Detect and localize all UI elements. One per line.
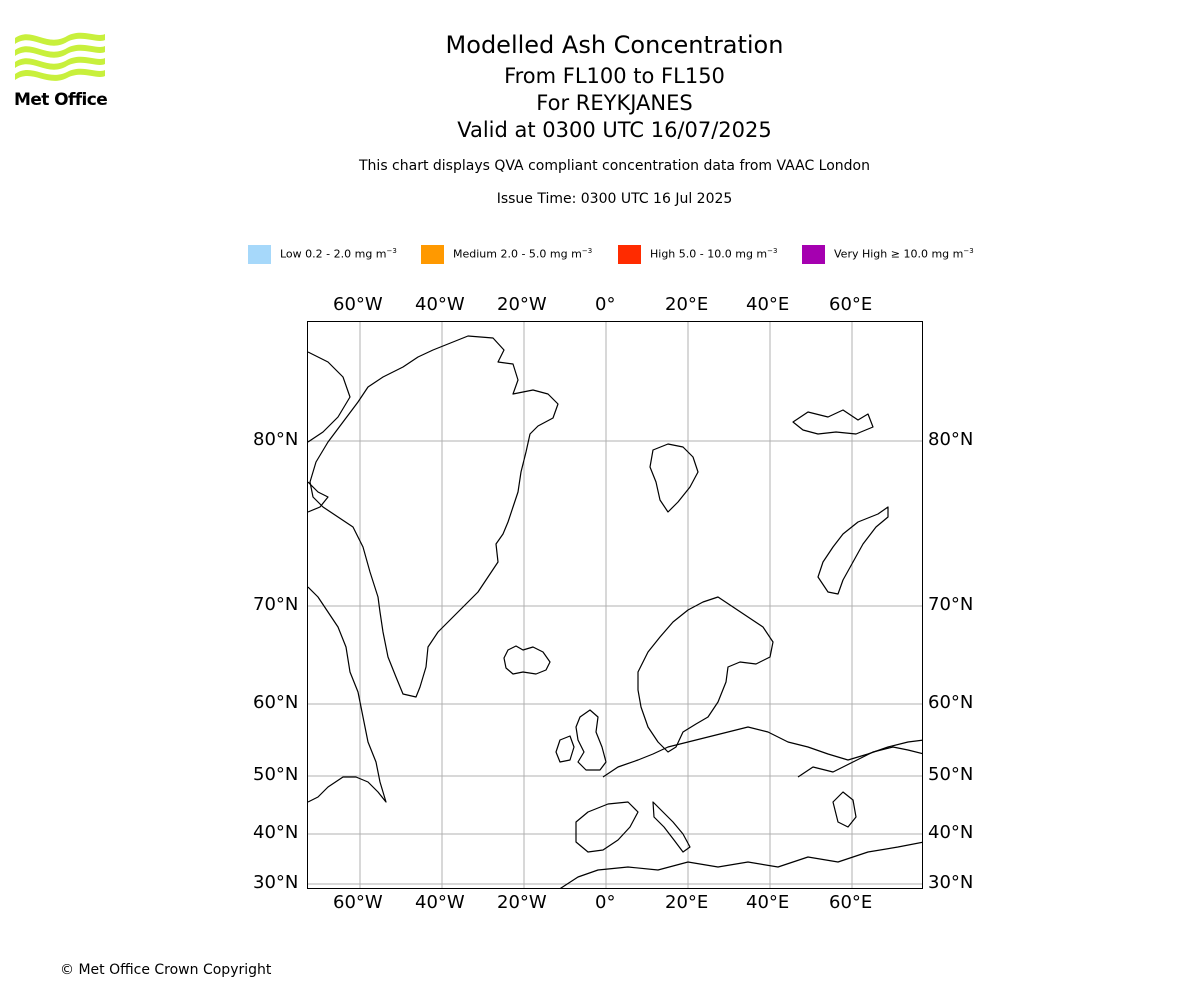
chart-description: This chart displays QVA compliant concentration data from VAAC London bbox=[359, 158, 870, 174]
volcano-subtitle: For REYKJANES bbox=[536, 91, 693, 115]
legend-swatch-low bbox=[248, 245, 271, 264]
italy-coast bbox=[653, 802, 690, 852]
lat-label-right-80n: 80°N bbox=[928, 429, 974, 450]
lon-label-top-0: 0° bbox=[595, 294, 616, 315]
lon-label-top-60w: 60°W bbox=[333, 294, 383, 315]
lon-label-bottom-20e: 20°E bbox=[665, 892, 709, 913]
lat-label-left-50n: 50°N bbox=[253, 764, 299, 785]
lat-label-left-80n: 80°N bbox=[253, 429, 299, 450]
lon-label-top-20e: 20°E bbox=[665, 294, 709, 315]
legend-item-medium bbox=[421, 244, 592, 264]
mediterranean-coast bbox=[558, 842, 923, 889]
legend-label-high: High 5.0 - 10.0 mg $m^{-3}$ bbox=[650, 247, 778, 261]
lon-label-bottom-0: 0° bbox=[595, 892, 616, 913]
lat-label-right-30n: 30°N bbox=[928, 872, 974, 893]
legend-label-very-high: Very High ≥ 10.0 mg $m^{-3}$ bbox=[834, 247, 974, 261]
lat-label-right-50n: 50°N bbox=[928, 764, 974, 785]
lon-label-top-40w: 40°W bbox=[415, 294, 465, 315]
legend-item-very-high bbox=[802, 244, 974, 264]
flight-level-subtitle: From FL100 to FL150 bbox=[504, 64, 725, 88]
map-panel bbox=[307, 321, 923, 889]
lon-label-bottom-20w: 20°W bbox=[497, 892, 547, 913]
lon-label-bottom-60e: 60°E bbox=[829, 892, 873, 913]
legend-swatch-very-high bbox=[802, 245, 825, 264]
legend-swatch-medium bbox=[421, 245, 444, 264]
legend-label-low: Low 0.2 - 2.0 mg $m^{-3}$ bbox=[280, 247, 397, 261]
lat-label-right-40n: 40°N bbox=[928, 822, 974, 843]
lon-label-top-40e: 40°E bbox=[746, 294, 790, 315]
logo-text: Met Office bbox=[14, 90, 108, 110]
lat-label-left-60n: 60°N bbox=[253, 692, 299, 713]
legend-item-low bbox=[248, 244, 397, 264]
legend-item-high bbox=[618, 244, 777, 264]
lat-label-right-70n: 70°N bbox=[928, 594, 974, 615]
lon-label-bottom-60w: 60°W bbox=[333, 892, 383, 913]
caspian-coast bbox=[833, 792, 856, 827]
chart-title: Modelled Ash Concentration bbox=[445, 31, 784, 59]
lon-label-top-60e: 60°E bbox=[829, 294, 873, 315]
franz-josef-coast bbox=[793, 410, 873, 434]
legend-swatch-high bbox=[618, 245, 641, 264]
lat-label-right-60n: 60°N bbox=[928, 692, 974, 713]
labrador-coast bbox=[308, 587, 386, 802]
britain-coast bbox=[576, 710, 606, 770]
novaya-zemlya-coast bbox=[818, 507, 888, 594]
map-svg bbox=[308, 322, 923, 889]
lat-label-left-40n: 40°N bbox=[253, 822, 299, 843]
lon-label-top-20w: 20°W bbox=[497, 294, 547, 315]
valid-time-subtitle: Valid at 0300 UTC 16/07/2025 bbox=[457, 118, 772, 142]
lat-label-left-70n: 70°N bbox=[253, 594, 299, 615]
svalbard-coast bbox=[650, 444, 698, 512]
lon-label-bottom-40e: 40°E bbox=[746, 892, 790, 913]
asia-coast bbox=[798, 747, 923, 777]
canadian-arctic-coast bbox=[308, 352, 350, 442]
lat-label-left-30n: 30°N bbox=[253, 872, 299, 893]
ireland-coast bbox=[556, 736, 574, 762]
iceland-coast bbox=[504, 646, 550, 674]
legend-label-medium: Medium 2.0 - 5.0 mg $m^{-3}$ bbox=[453, 247, 593, 261]
coastlines bbox=[308, 336, 923, 889]
graticule bbox=[308, 322, 923, 889]
iberia-coast bbox=[576, 802, 638, 852]
lon-label-bottom-40w: 40°W bbox=[415, 892, 465, 913]
copyright-notice: © Met Office Crown Copyright bbox=[60, 962, 272, 978]
issue-time: Issue Time: 0300 UTC 16 Jul 2025 bbox=[496, 191, 733, 207]
